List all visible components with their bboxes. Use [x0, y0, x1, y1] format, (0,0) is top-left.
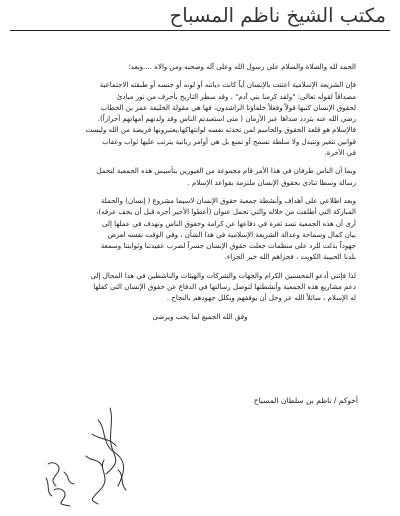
- body-line: بيان كمال وسماحة وعدالة الشريعة الإسلامية في هذا الشأن ، وفي الوقت نفسه لعرض: [107, 230, 356, 239]
- body-line: بلدنا الحبيبة الكويت ، فجزاهم الله خير الجزاء.: [224, 253, 356, 262]
- paragraph-gap: [44, 73, 356, 80]
- body-line: جهوداً بذلت للرد على منظمات جعلت حقوق الإنسان جسراً لضرب عقيدتنا وثوابتنا وسمعة: [100, 242, 356, 251]
- body-line: مصداقاً لقوله تعالى: "ولقد كرمنا بني آدم" ، وقد سطر التاريخ بأحرف من نور مبادئ: [116, 92, 356, 101]
- letterhead-title: مكتب الشيخ ناظم المسباح: [169, 4, 386, 27]
- paragraph-gap: [44, 264, 356, 271]
- body-line: الحمد لله والصلاة والسلام على رسول الله وعلى آله وصحبه ومن والاه ....وبعد؛: [128, 63, 356, 71]
- body-line: قوانين تتغير وتتبدل ولا سلطة تسمح أو تمنع بل هي أوامر ربانية يترتب عليها ثواب وعقاب: [102, 137, 356, 146]
- paragraph-gap: [44, 159, 356, 166]
- body-line: فالإسلام هو قلعة الحقوق والحاسم لمن تحدثه نفسه لوانتهاكها،يعتبرونها فريضة من الله وليست: [85, 126, 356, 135]
- paragraph-gap: [44, 189, 356, 196]
- handwritten-signature: [40, 400, 150, 510]
- body-line: فإن الشريعة الإسلامية اعتنت بالإنسان أياً كانت ديانته أو لونه أو جنسه أو طبقته الاجتماعية: [99, 81, 356, 90]
- signature-closing: أخوكم / ناظم بن سلطان المسباح: [253, 396, 358, 405]
- paragraph-gap: [44, 305, 356, 312]
- body-line: وفق الله الجميع لما يحب ويرضى: [152, 312, 248, 321]
- body-line: رضي الله عنه يتردد صداها عبر الأزمان ( متى استعبدتم الناس وقد ولدتهم أمهاتهم أحراراً).: [97, 115, 356, 124]
- body-line: رسالة وسطا تنادي بحقوق الإنسان ملتزمة بقواعد الإسلام .: [187, 178, 356, 187]
- body-line: في الآخرة.: [324, 149, 356, 158]
- body-line: له الإسلام ، سائلاً الله عز وجل أن يوفقهم ويكلل جهودهم بالنجاح .: [166, 294, 356, 303]
- body-line: دعم مشاريع هذه الجمعية وأنشطتها لتوصل رسالتها في الدفاع عن حقوق الإنسان التي كفلها: [93, 283, 356, 292]
- body-line: لذا فإنني أدعو المحسنين الكرام والجهات والشركات والهيئات والناشطين في هذا المجال إلى: [90, 271, 356, 280]
- body-line: وبعد اطلاعي على أهداف وأنشطة جمعية حقوق الإنسان لاسيما مشروع ( إنسان) والحملة: [100, 196, 356, 205]
- letter-body: [44, 62, 356, 323]
- body-line: وبما أن الناس طرفان في هذا الأمر قام مجموعة من الغيورين بتأسيس هذه الجمعية لتحمل: [96, 167, 356, 176]
- body-line: المباركة التي أطلقت من خلاله والتي تحمل عنوان (أعطوا الأجير أجره قبل أن يجف عرقه)،: [96, 208, 356, 217]
- body-line: أرى أن هذه الجمعية تسد ثغرة في دفاعها عن كرامة وحقوق الناس وتهدف في عملها إلى: [101, 219, 356, 228]
- signature-block: [158, 395, 358, 406]
- letterhead-divider: [10, 30, 390, 31]
- body-line: لحقوق الإنسان كتبها قولاً وفعلاً خلفاؤنا الراشدون، فها هي مقولة الخليفة عمر بن الخطاب: [100, 103, 356, 112]
